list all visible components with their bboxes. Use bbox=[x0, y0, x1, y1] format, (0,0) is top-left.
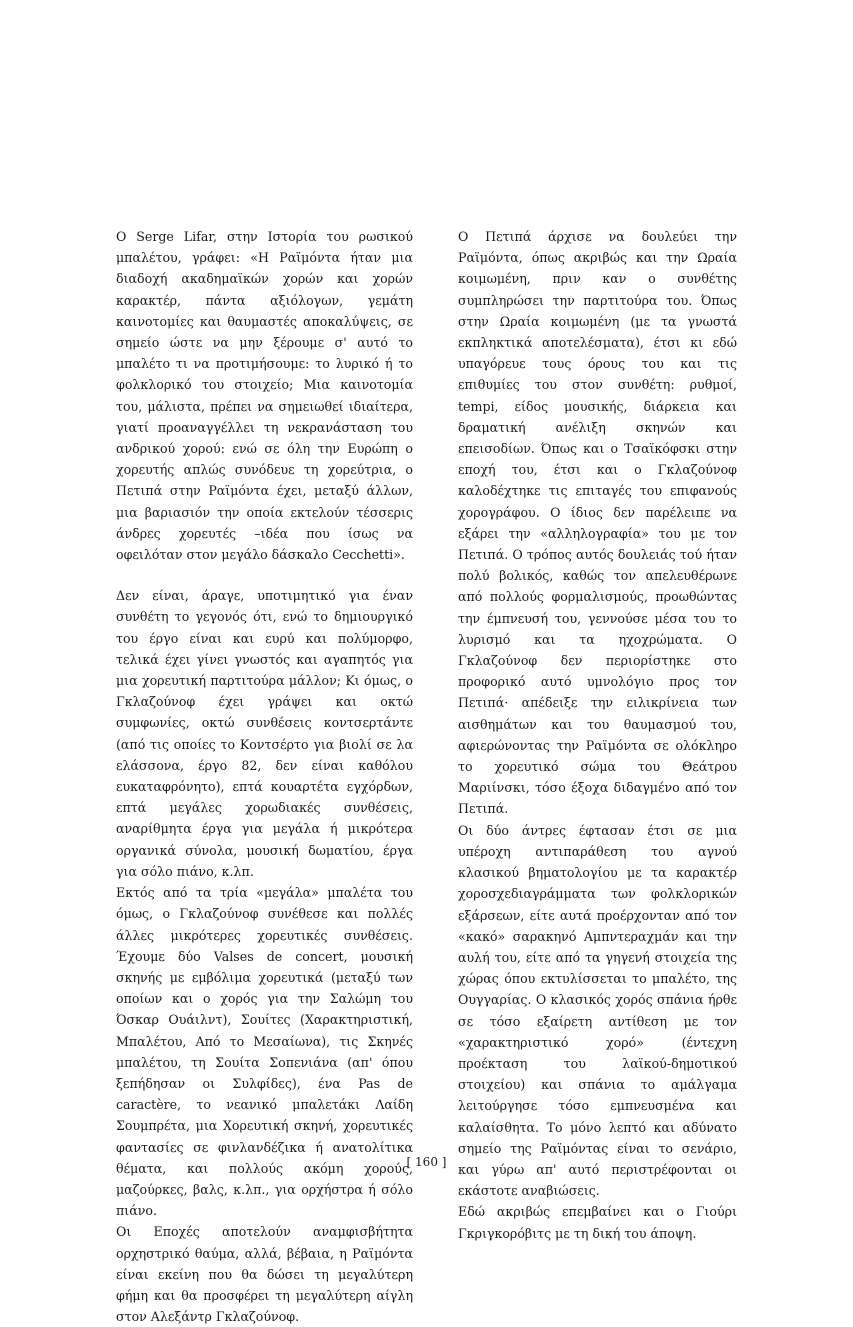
paragraph-grigorovich: Εδώ ακριβώς επεμβαίνει και ο Γιούρι Γκριγκορόβιτς με τη δική του άποψη. bbox=[458, 1204, 737, 1241]
paragraph-other-dances: Εκτός από τα τρία «μεγάλα» μπαλέτα του όμως, ο Γκλαζούνοφ συνέθεσε και πολλές άλλες μικρότερες χορευτικές συνθέσεις. Έχουμε δύο Valses de concert, μουσική σκηνής με εμβόλιμα χορευτικά (μεταξύ των οποίων και ο χορός για την Σαλώμη του Όσκαρ Ουάιλντ), Σουίτες (Χαρακτηριστική, Μπαλέτου, Από το Μεσαίωνα), τις Σκηνές μπαλέτου, τη Σουίτα Σοπενιάνα (απ' όπου ξεπήδησαν οι Συλφίδες), ένα Pas de caractère, το νεανικό μπαλετάκι Λαίδη Σουμπρέτα, μια Χορευτική σκηνή, χορευτικές φαντασίες σε φινλανδέζικα ή ανατολίτικα θέματα, και πολλούς ακόμη χορούς, μαζούρκες, βαλς, κ.λπ., για ορχήστρα ή σόλο πιάνο. bbox=[116, 885, 413, 1219]
paragraph-petipa-work: Ο Πετιπά άρχισε να δουλεύει την Ραϊμόντα, όπως ακριβώς και την Ωραία κοιμωμένη, πριν καν ο συνθέτης συμπληρώσει την παρτιτούρα του. Όπως στην Ωραία κοιμωμένη (με τα γνωστά εκπληκτικά αποτελέσματα), έτσι κι εδώ υπαγόρευε τους όρους του και τις επιθυμίες του στον συνθέτη: ρυθμοί, tempi, είδος μουσικής, διάρκεια και δραματική ανέλιξη σκηνών και επεισοδίων. Όπως και ο Τσαϊκόφσκι στην εποχή του, έτσι και ο Γκλαζούνοφ καλοδέχτηκε τις επιταγές του επιφανούς χορογράφου. Ο ίδιος δεν παρέλειπε να εξάρει την «αλληλογραφία» του με τον Πετιπά. Ο τρόπος αυτός δουλειάς τού ήταν πολύ βολικός, καθώς τον απελευθέρωνε από πολλούς φορμαλισμούς, προωθώντας την έμπνευσή του, γεννούσε μέσα του το λυρισμό και τα ηχοχρώματα. Ο Γκλαζούνοφ δεν περιορίστηκε στο προφορικό αυτό υμνολόγιο προς τον Πετιπά· απέδειξε την ειλικρίνεια των αισθημάτων και του θαυμασμού του, αφιερώνοντας την Ραϊμόντα σε ολόκληρο το χορευτικό σώμα του Θεάτρου Μαριίνσκι, τόσο έξοχα διδαγμένο από τον Πετιπά. bbox=[458, 229, 737, 817]
paragraph-lifar-quote: Ο Serge Lifar, στην Ιστορία του ρωσικού μπαλέτου, γράφει: «Η Ραϊμόντα ήταν μια διαδοχή ακαδημαϊκών χορών και χορών καρακτέρ, πάντα αξιόλογων, γεμάτη καινοτομίες και θαυμαστές αποκαλύψεις, σε σημείο ώστε να μην ξέρουμε σ' αυτό το μπαλέτο τι να προτιμήσουμε: το λυρικό ή το φολκλορικό του στοιχείο; Μια καινοτομία του, μάλιστα, πρέπει να σημειωθεί ιδιαίτερα, γιατί προαναγγέλλει τη νεκρανάσταση του ανδρικού χορού: ενώ σε όλη την Ευρώπη ο χορευτής απλώς συνόδευε τη χορεύτρια, ο Πετιπά στην Ραϊμόντα έχει, μεταξύ άλλων, μια βαριασιόν την οποία εκτελούν τέσσερις άνδρες χορευτές –ιδέα που ίσως να οφειλόταν στον μεγάλο δάσκαλο Cecchetti». bbox=[116, 229, 413, 563]
page-number: [ 160 ] bbox=[406, 1155, 447, 1169]
paragraph-composer-works: Δεν είναι, άραγε, υποτιμητικό για έναν συνθέτη το γεγονός ότι, ενώ το δημιουργικό του έργο είναι και ευρύ και πολύμορφο, τελικά έχει γίνει γνωστός και αγαπητός για μια χορευτική παρτιτούρα μάλλον; Κι όμως, ο Γκλαζούνοφ έχει γράψει και οκτώ συμφωνίες, οκτώ συνθέσεις κοντσερτάντε (από τις οποίες το Κοντσέρτο για βιολί σε λα ελάσσονα, έργο 82, δεν είναι καθόλου ευκαταφρόνητο), επτά κουαρτέτα εγχόρδων, επτά μεγάλες χορωδιακές συνθέσεις, αναρίθμητα έργα για μεγάλα ή μικρότερα οργανικά σύνολα, μουσική δωματίου, έργα για σόλο πιάνο, κ.λπ. bbox=[116, 588, 413, 879]
paragraph-seasons: Οι Εποχές αποτελούν αναμφισβήτητα ορχηστρικό θαύμα, αλλά, βέβαια, η Ραϊμόντα είναι εκείνη που θα δώσει τη μεγαλύτερη φήμη και θα προσφέρει τη μεγαλύτερη αίγλη στον Αλεξάντρ Γκλαζούνοφ. bbox=[116, 1224, 413, 1325]
paragraph-two-men: Οι δύο άντρες έφτασαν έτσι σε μια υπέροχη αντιπαράθεση του αγνού κλασικού βηματολογίου με τα καρακτέρ χοροσχεδιαγράμματα των φολκλορικών εξάρσεων, είτε αυτά προέρχονταν από τον «κακό» σαρακηνό Αμπντεραχμάν και την αυλή του, είτε από τα γηγενή στοιχεία της χώρας όπου εκτυλίσσεται το μπαλέτο, της Ουγγαρίας. Ο κλασικός χορός σπάνια ήρθε σε τόσο εξαίρετη αντίθεση με τον «χαρακτηριστικό χορό» (έντεχνη προέκταση του λαϊκού-δημοτικού στοιχείου) και σπάνια το αμάλγαμα λειτούργησε τόσο εμπνευσμένα και καλαίσθητα. Το μόνο λεπτό και αδύνατο σημείο της Ραϊμόντας είναι το σενάριο, και γύρω απ' αυτό περιστρέφονται οι εκάστοτε αναβιώσεις. bbox=[458, 822, 737, 1199]
right-column bbox=[458, 226, 737, 1244]
paragraph-gap bbox=[116, 565, 413, 585]
